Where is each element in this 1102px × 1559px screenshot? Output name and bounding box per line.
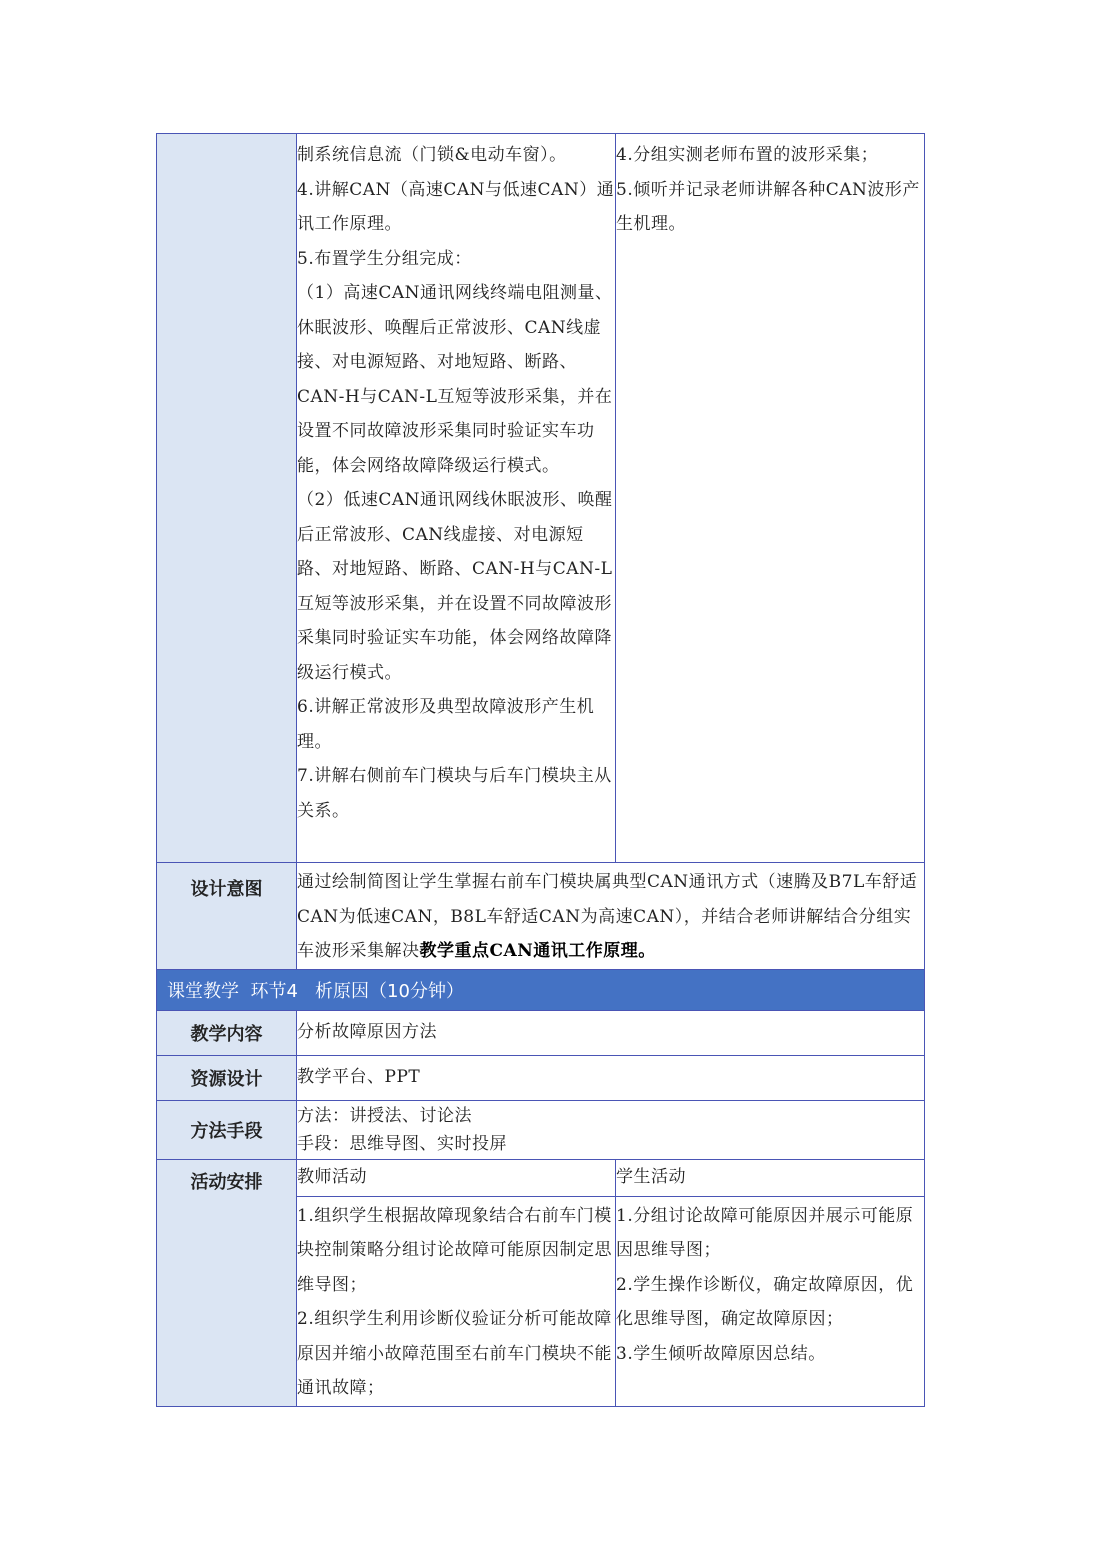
student-activity-header: 学生活动	[616, 1159, 925, 1196]
resource-design-value: 教学平台、PPT	[297, 1055, 925, 1100]
activities-label: 活动安排	[157, 1159, 297, 1406]
teacher-step: 7.讲解右侧前车门模块与后车门模块主从关系。	[297, 766, 612, 821]
student-step: 4.分组实测老师布置的波形采集；	[616, 145, 879, 165]
teacher-step: （1）高速CAN通讯网线终端电阻测量、休眠波形、唤醒后正常波形、CAN线虚接、对电源短路、对地短路、断路、CAN-H与CAN-L互短等波形采集，并在设置不同故障波形采集同时验证实车功能，体会网络故障降级运行模式。	[297, 283, 613, 476]
resource-design-label: 资源设计	[157, 1055, 297, 1100]
teacher-activity-cell	[297, 134, 616, 863]
teacher-step: 1.组织学生根据故障现象结合右前车门模块控制策略分组讨论故障可能原因制定思维导图；	[297, 1205, 612, 1295]
design-intent-normal: 通过绘制简图让学生掌握右前车门模块属典型CAN通讯方式（速腾及B7L车舒适CAN为低速CAN，B8L车舒适CAN为高速CAN），并结合老师讲解结合分组实车波形采集解决	[297, 872, 918, 961]
lesson-plan-table	[156, 133, 925, 1407]
student-activity-cell	[616, 1196, 925, 1406]
design-intent-label: 设计意图	[157, 863, 297, 970]
teaching-content-row	[157, 1010, 925, 1055]
student-activity-cell	[616, 134, 925, 863]
methods-row	[157, 1100, 925, 1159]
teacher-step: 2.组织学生利用诊断仪验证分析可能故障原因并缩小故障范围至右前车门模块不能通讯故障；	[297, 1309, 612, 1398]
teacher-step: 6.讲解正常波形及典型故障波形产生机理。	[297, 697, 595, 752]
teacher-activity-cell	[297, 1196, 616, 1406]
teacher-step: 制系统信息流（门锁&电动车窗）。	[297, 145, 567, 165]
student-step: 5.倾听并记录老师讲解各种CAN波形产生机理。	[616, 179, 920, 234]
resource-design-row	[157, 1055, 925, 1100]
teacher-step: （2）低速CAN通讯网线休眠波形、唤醒后正常波形、CAN线虚接、对电源短路、对地短路、断路、CAN-H与CAN-L互短等波形采集，并在设置不同故障波形采集同时验证实车功能，体会网络故障降级运行模式。	[297, 490, 613, 683]
means-line: 手段：思维导图、实时投屏	[297, 1133, 507, 1154]
design-intent-emphasis: 教学重点CAN通讯工作原理。	[419, 941, 656, 961]
activity-continuation-row	[157, 134, 925, 863]
methods-label: 方法手段	[157, 1100, 297, 1159]
section-header-row	[157, 969, 925, 1010]
design-intent-text	[297, 863, 925, 970]
student-step: 3.学生倾听故障原因总结。	[616, 1343, 826, 1364]
empty-label-cell	[157, 134, 297, 863]
activities-header-row	[157, 1159, 925, 1196]
methods-value	[297, 1100, 925, 1159]
student-step: 2.学生操作诊断仪，确定故障原因，优化思维导图，确定故障原因；	[616, 1274, 914, 1329]
teacher-step: 5.布置学生分组完成：	[297, 248, 472, 269]
teacher-step: 4.讲解CAN（高速CAN与低速CAN）通讯工作原理。	[297, 179, 615, 234]
teaching-content-label: 教学内容	[157, 1010, 297, 1055]
student-step: 1.分组讨论故障可能原因并展示可能原因思维导图；	[616, 1205, 914, 1260]
methods-line: 方法：讲授法、讨论法	[297, 1105, 472, 1126]
section-header: 课堂教学 环节4 析原因（10分钟）	[157, 969, 925, 1010]
teacher-activity-header: 教师活动	[297, 1159, 616, 1196]
teaching-content-value: 分析故障原因方法	[297, 1010, 925, 1055]
design-intent-row	[157, 863, 925, 970]
